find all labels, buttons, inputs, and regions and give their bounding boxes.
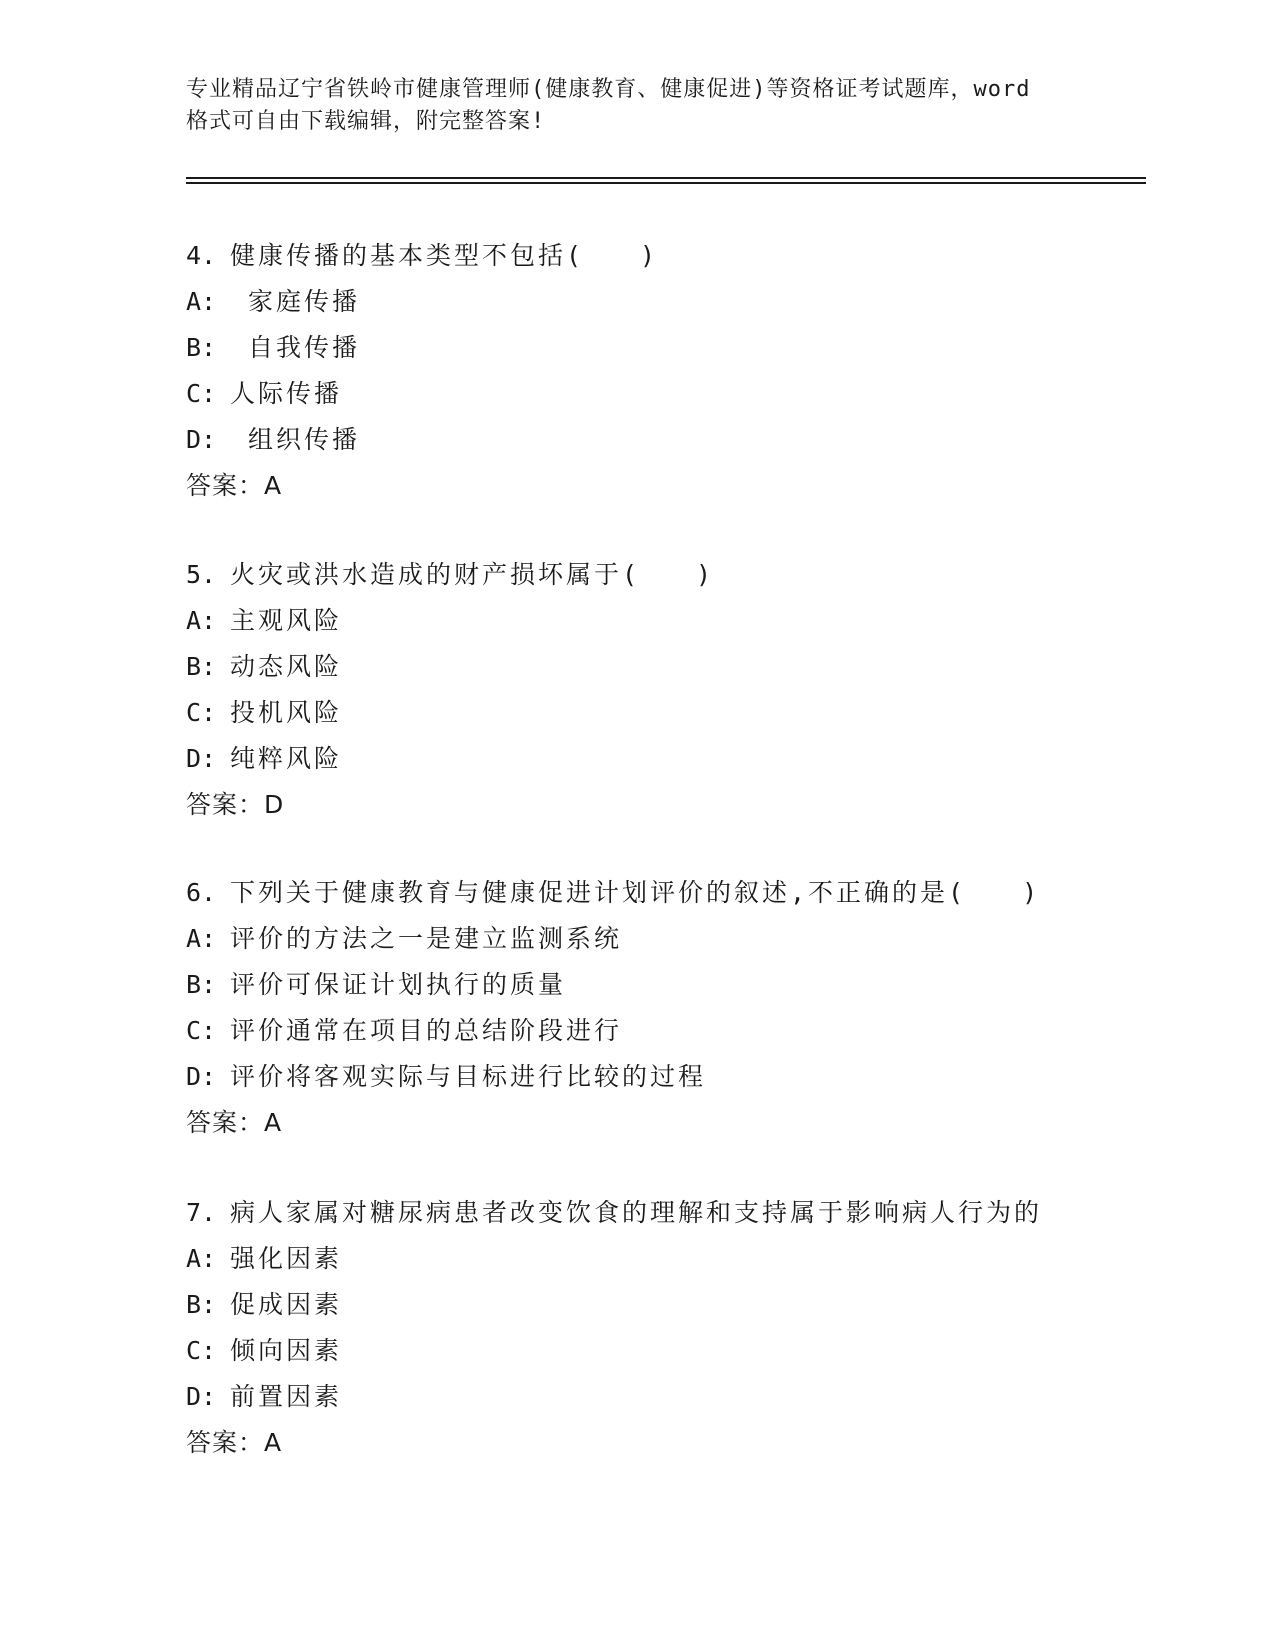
option-text: 评价将客观实际与目标进行比较的过程 bbox=[230, 1062, 707, 1091]
option-key: C: bbox=[186, 1016, 217, 1045]
option-key: C: bbox=[186, 1336, 217, 1365]
header-divider-bottom bbox=[186, 182, 1146, 184]
option-key: A: bbox=[186, 1244, 217, 1273]
question-6 bbox=[186, 870, 1186, 1146]
question-number: 7. bbox=[186, 1198, 217, 1227]
header-divider-top bbox=[186, 177, 1146, 179]
option-text: 评价通常在项目的总结阶段进行 bbox=[230, 1016, 623, 1045]
option-text: 人际传播 bbox=[230, 379, 343, 408]
answer-line: 答案：D bbox=[186, 790, 285, 819]
question-stem bbox=[186, 870, 1186, 916]
question-text: 火灾或洪水造成的财产损坏属于( ) bbox=[230, 560, 715, 589]
option-key: B: bbox=[186, 333, 217, 362]
option-text: 自我传播 bbox=[230, 333, 361, 362]
option-key: B: bbox=[186, 970, 217, 999]
option-d bbox=[186, 1374, 1186, 1420]
option-b bbox=[186, 962, 1186, 1008]
option-key: D: bbox=[186, 1062, 217, 1091]
option-a bbox=[186, 916, 1186, 962]
answer-line: 答案：A bbox=[186, 1428, 283, 1457]
question-number: 6. bbox=[186, 878, 217, 907]
answer-line: 答案：A bbox=[186, 471, 283, 500]
question-5 bbox=[186, 552, 1186, 828]
option-key: A: bbox=[186, 287, 217, 316]
option-text: 主观风险 bbox=[230, 606, 343, 635]
option-key: B: bbox=[186, 1290, 217, 1319]
option-a bbox=[186, 598, 1186, 644]
option-key: C: bbox=[186, 379, 217, 408]
question-text: 健康传播的基本类型不包括( ) bbox=[230, 241, 659, 270]
question-4 bbox=[186, 233, 1186, 509]
question-number: 4. bbox=[186, 241, 217, 270]
option-d bbox=[186, 736, 1186, 782]
option-text: 前置因素 bbox=[230, 1382, 343, 1411]
option-text: 评价的方法之一是建立监测系统 bbox=[230, 924, 623, 953]
option-b bbox=[186, 1282, 1186, 1328]
question-stem bbox=[186, 233, 1186, 279]
answer-line: 答案：A bbox=[186, 1108, 283, 1137]
option-c bbox=[186, 690, 1186, 736]
option-key: D: bbox=[186, 744, 217, 773]
option-text: 家庭传播 bbox=[230, 287, 361, 316]
option-c bbox=[186, 1328, 1186, 1374]
option-text: 纯粹风险 bbox=[230, 744, 343, 773]
question-stem bbox=[186, 552, 1186, 598]
option-c bbox=[186, 1008, 1186, 1054]
option-d bbox=[186, 1054, 1186, 1100]
document-header bbox=[186, 74, 1086, 138]
option-text: 组织传播 bbox=[230, 425, 361, 454]
option-text: 投机风险 bbox=[230, 698, 343, 727]
option-key: D: bbox=[186, 1382, 217, 1411]
header-line-2: 格式可自由下载编辑，附完整答案! bbox=[186, 109, 546, 134]
option-key: B: bbox=[186, 652, 217, 681]
option-b bbox=[186, 325, 1186, 371]
question-number: 5. bbox=[186, 560, 217, 589]
option-key: C: bbox=[186, 698, 217, 727]
option-b bbox=[186, 644, 1186, 690]
question-7 bbox=[186, 1190, 1186, 1466]
option-text: 强化因素 bbox=[230, 1244, 343, 1273]
option-text: 促成因素 bbox=[230, 1290, 343, 1319]
option-text: 评价可保证计划执行的质量 bbox=[230, 970, 567, 999]
option-text: 动态风险 bbox=[230, 652, 343, 681]
option-c bbox=[186, 371, 1186, 417]
option-a bbox=[186, 279, 1186, 325]
question-stem bbox=[186, 1190, 1186, 1236]
question-text: 下列关于健康教育与健康促进计划评价的叙述,不正确的是( ) bbox=[230, 878, 1041, 907]
question-text: 病人家属对糖尿病患者改变饮食的理解和支持属于影响病人行为的 bbox=[230, 1198, 1043, 1227]
option-key: A: bbox=[186, 606, 217, 635]
option-a bbox=[186, 1236, 1186, 1282]
option-d bbox=[186, 417, 1186, 463]
option-text: 倾向因素 bbox=[230, 1336, 343, 1365]
header-line-1: 专业精品辽宁省铁岭市健康管理师(健康教育、健康促进)等资格证考试题库，word bbox=[186, 77, 1031, 102]
option-key: A: bbox=[186, 924, 217, 953]
option-key: D: bbox=[186, 425, 217, 454]
